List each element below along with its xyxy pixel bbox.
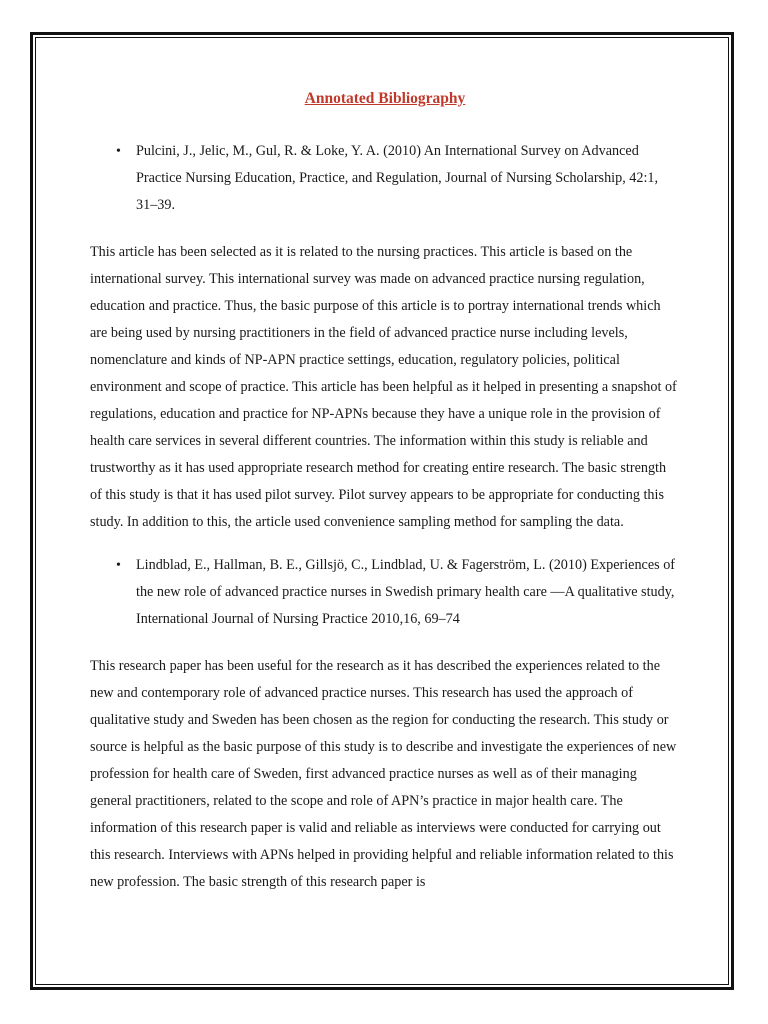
citation-2 [90,552,680,633]
annotation-2: This research paper has been useful for the research as it has described the experiences related to the new and contemporary role of advanced practice nurses. This research has used the approach of qualitative study and Sweden has been chosen as the region for conducting the research. This study or source is helpful as the basic purpose of this study is to describe and investigate the experiences of new profession for health care of Sweden, first advanced practice nurses as well as of their managing general practitioners, related to the scope and role of APN’s practice in major health care. The information of this research paper is valid and reliable as interviews were conducted for carrying out this research. Interviews with APNs helped in providing helpful and reliable information related to this new profession. The basic strength of this research paper is [90,658,677,890]
citation-1-text: Pulcini, J., Jelic, M., Gul, R. & Loke, Y. A. (2010) An International Survey on Advanced Practice Nursing Education, Practice, and Regulation, Journal of Nursing Scholarship, 42:1, 31–39. [136,143,659,213]
bullet-icon: • [116,144,121,159]
document-title: Annotated Bibliography [304,90,466,107]
citation-2-text: Lindblad, E., Hallman, B. E., Gillsjö, C., Lindblad, U. & Fagerström, L. (2010) Experiences of the new role of advanced practice nurses in Swedish primary health care —A qualitative study, International Journal of Nursing Practice 2010,16, 69–74 [136,557,676,627]
bullet-icon: • [116,558,121,573]
annotation-1: This article has been selected as it is related to the nursing practices. This article is based on the international survey. This international survey was made on advanced practice nursing regulation, education and practice. Thus, the basic purpose of this article is to portray international trends which are being used by nursing practitioners in the field of advanced practice nurse including levels, nomenclature and kinds of NP-APN practice settings, education, regulatory policies, political environment and scope of practice. This article has been helpful as it helped in presenting a snapshot of regulations, education and practice for NP-APNs because they have a unique role in the provision of health care services in several different countries. The information within this study is reliable and trustworthy as it has used appropriate research method for creating entire research. The basic strength of this study is that it has used pilot survey. Pilot survey appears to be appropriate for conducting this study. In addition to this, the article used convenience sampling method for sampling the data. [90,244,677,530]
citation-1 [90,138,680,219]
document-body [90,90,680,896]
